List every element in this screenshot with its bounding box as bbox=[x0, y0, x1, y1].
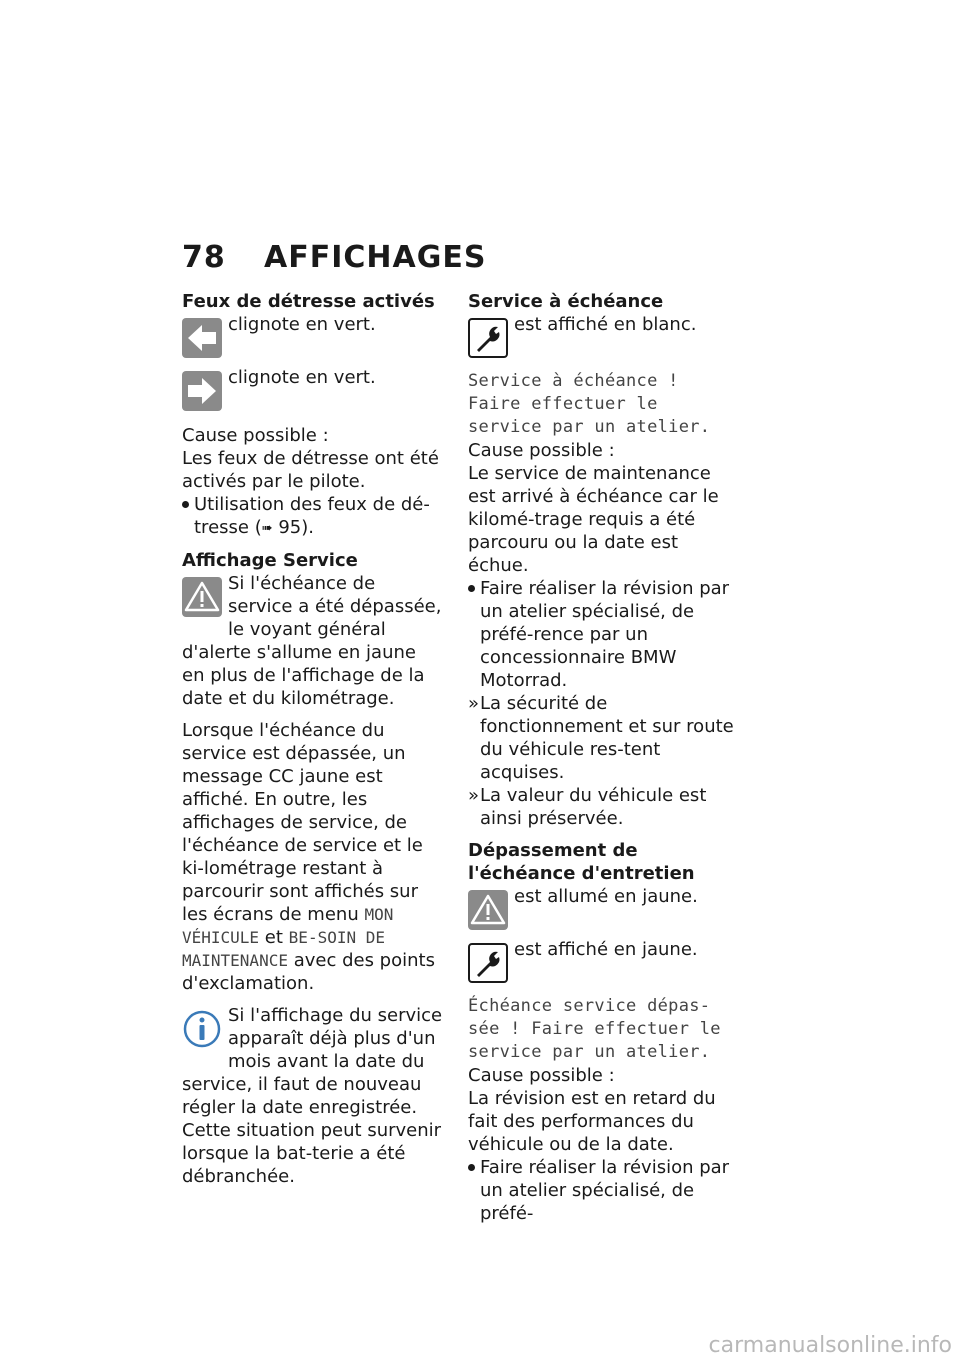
turn-signal-left-icon bbox=[182, 318, 222, 358]
service-p1: Si l'échéance de service a été dépassée, le voyant général d'alerte s'allume en jaune en plus de l'affichage de la date et du kilométrage. bbox=[182, 573, 442, 709]
hazard-bullet-text: Utilisation des feux de dé-tresse ( bbox=[194, 494, 430, 538]
due-result-2-text: La valeur du véhicule est ainsi préservée. bbox=[480, 785, 707, 829]
page-header bbox=[182, 240, 486, 275]
service-warning-row bbox=[182, 572, 444, 710]
right-column bbox=[468, 290, 740, 1225]
overdue-warn-text: est allumé en jaune. bbox=[514, 886, 698, 907]
service-p2-text: Lorsque l'échéance du service est dépassée, un message CC jaune est affiché. En outre, les affichages de service, de l'échéance de service et le ki-lométrage restant à parcourir sont affichés sur les écrans de menu bbox=[182, 720, 423, 925]
left-column bbox=[182, 290, 444, 1188]
overdue-title: Dépassement de l'échéance d'entretien bbox=[468, 840, 695, 884]
due-result-2 bbox=[468, 784, 740, 830]
overdue-message: Échéance service dépas-sée ! Faire effectuer le service par un atelier. bbox=[468, 996, 721, 1062]
turn-signal-right-icon bbox=[182, 371, 222, 411]
arrow-right-icon: ➠ bbox=[261, 521, 273, 536]
menu-mon-vehicule: MON VÉHICULE bbox=[182, 905, 394, 947]
service-p2 bbox=[182, 719, 444, 995]
menu-besoin-maintenance: BE-SOIN DE MAINTENANCE bbox=[182, 928, 385, 970]
page-number: 78 bbox=[182, 240, 226, 275]
due-result-1-text: La sécurité de fonctionnement et sur route du véhicule res-tent acquises. bbox=[480, 693, 734, 783]
info-icon bbox=[182, 1009, 222, 1049]
hazard-right-text: clignote en vert. bbox=[228, 367, 376, 388]
hazard-right-row bbox=[182, 366, 444, 415]
service-info-row bbox=[182, 1004, 444, 1188]
hazard-left-row bbox=[182, 313, 444, 362]
service-title: Affichage Service bbox=[182, 550, 358, 571]
page-title: AFFICHAGES bbox=[264, 240, 487, 275]
result-arrow-icon: » bbox=[468, 785, 480, 806]
overdue-cause-label: Cause possible : bbox=[468, 1065, 615, 1086]
overdue-bullet: Faire réaliser la révision par un atelier spécialisé, de préfé- bbox=[468, 1156, 740, 1225]
hazard-left-text: clignote en vert. bbox=[228, 314, 376, 335]
due-icon-text: est affiché en blanc. bbox=[514, 314, 697, 335]
service-p2-end: avec des points d'exclamation. bbox=[182, 950, 435, 994]
watermark: carmanualsonline.info bbox=[708, 1333, 952, 1358]
due-cause-label: Cause possible : bbox=[468, 440, 615, 461]
hazard-title: Feux de détresse activés bbox=[182, 291, 435, 312]
due-result-1 bbox=[468, 692, 740, 784]
overdue-warning-row bbox=[468, 885, 740, 934]
hazard-cause-label: Cause possible : bbox=[182, 425, 329, 446]
hazard-bullet bbox=[182, 493, 444, 540]
due-message: Service à échéance ! Faire effectuer le service par un atelier. bbox=[468, 371, 711, 437]
wrench-icon bbox=[468, 943, 508, 983]
hazard-bullet-ref: 95). bbox=[278, 517, 315, 538]
service-and: et bbox=[264, 927, 283, 948]
due-cause-text: Le service de maintenance est arrivé à échéance car le kilomé-trage requis a été parcouru ou la date est échue. bbox=[468, 463, 719, 576]
result-arrow-icon: » bbox=[468, 693, 480, 714]
overdue-wrench-row bbox=[468, 938, 740, 987]
due-wrench-row bbox=[468, 313, 740, 362]
service-info-text: Si l'affichage du service apparaît déjà plus d'un mois avant la date du service, il faut de nouveau régler la date enregistrée. Cette situation peut survenir lorsque la bat-terie a été débranchée. bbox=[182, 1005, 443, 1187]
due-bullet: Faire réaliser la révision par un atelier spécialisé, de préfé-rence par un concessionnaire BMW Motorrad. bbox=[468, 577, 740, 692]
warning-triangle-icon bbox=[182, 577, 222, 617]
hazard-cause-text: Les feux de détresse ont été activés par le pilote. bbox=[182, 448, 439, 492]
overdue-wrench-text: est affiché en jaune. bbox=[514, 939, 698, 960]
wrench-icon bbox=[468, 318, 508, 358]
due-title: Service à échéance bbox=[468, 291, 664, 312]
overdue-cause-text: La révision est en retard du fait des performances du véhicule ou de la date. bbox=[468, 1088, 716, 1155]
warning-triangle-icon bbox=[468, 890, 508, 930]
